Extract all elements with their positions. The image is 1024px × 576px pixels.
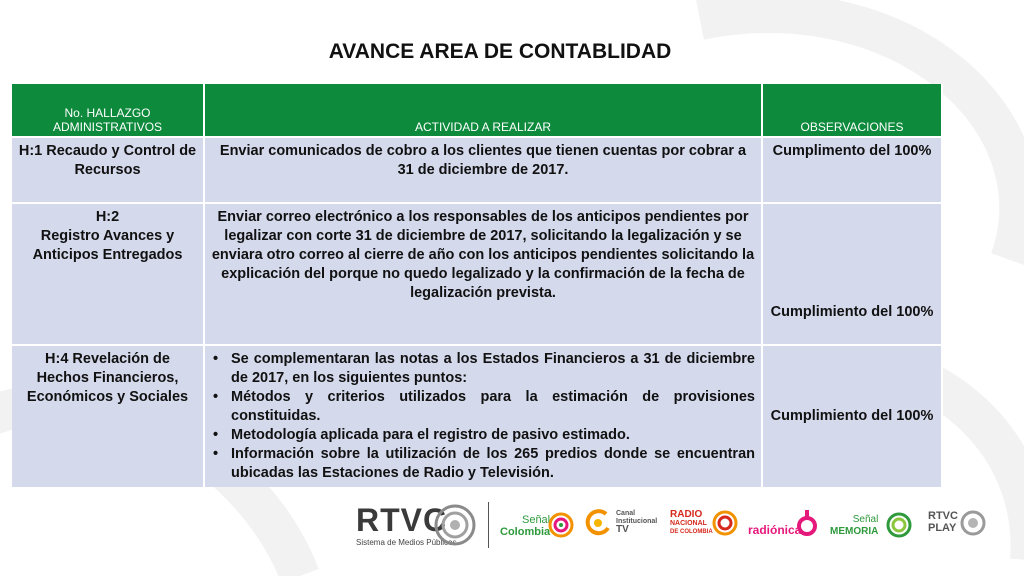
senal-memoria-line1: Señal [852, 514, 879, 525]
radio-nacional-line2: NACIONAL [670, 520, 707, 527]
table-header-row [12, 84, 942, 137]
header-hallazgo: No. HALLAZGO ADMINISTRATIVOS [12, 84, 204, 137]
radio-nacional-logo [670, 510, 713, 537]
row3-bullet-list [211, 350, 755, 483]
bullet-text: Métodos y criterios utilizados para la estimación de provisiones constituidas. [231, 389, 755, 424]
list-item: • Métodos y criterios utilizados para la estimación de provisiones constituidas. [213, 389, 755, 424]
senal-memoria-logo [830, 514, 878, 538]
canal-line3: TV [616, 524, 629, 535]
bullet-text: Metodología aplicada para el registro de pasivo estimado. [231, 427, 630, 443]
radionica-icon [796, 508, 818, 538]
row3-actividad [204, 345, 762, 487]
row2-actividad: Enviar correo electrónico a los responsables de los anticipos pendientes por legalizar con corte 31 de diciembre de 2017, solicitando la legalización y se enviara otro correo al cierre de año con los anticipos pendientes solicitando la explicación del porque no quedo legalizado y la confirmación de la fecha de legalización prevista. [204, 203, 762, 345]
logo-divider [488, 502, 489, 548]
row3-observacion: Cumplimiento del 100% [762, 345, 942, 487]
list-item: • Información sobre la utilización de los 265 predios donde se encuentran ubicadas las Estaciones de Radio y Televisión. [213, 446, 755, 481]
row2-hallazgo-title: Registro Avances y Anticipos Entregados [32, 228, 183, 263]
bullet-text: Información sobre la utilización de los 265 predios donde se encuentran ubicadas las Estaciones de Radio y Televisión. [231, 446, 755, 481]
row2-hallazgo [12, 203, 204, 345]
rtvc-play-logo [928, 510, 958, 534]
row2-hallazgo-code: H:2 [95, 209, 120, 225]
bullet-text: Se complementaran las notas a los Estados Financieros a 31 de diciembre de 2017, en los siguientes puntos: [231, 351, 755, 386]
canal-institucional-logo [616, 510, 657, 534]
row3-hallazgo: H:4 Revelación de Hechos Financieros, Económicos y Sociales [12, 345, 204, 487]
senal-colombia-logo [500, 514, 550, 538]
rtvc-play-line2: PLAY [928, 522, 957, 534]
rtvc-play-line1: RTVC [928, 510, 958, 522]
rtvc-swirl-icon [434, 504, 476, 546]
rtvc-play-icon [960, 510, 986, 536]
table-row [12, 203, 942, 345]
senal-colombia-line2: Colombia [500, 526, 551, 538]
canal-institucional-icon [584, 508, 612, 538]
canal-line2: Institucional [616, 518, 658, 525]
senal-memoria-icon [886, 512, 912, 538]
rtvc-wordmark: RTVC [356, 502, 448, 538]
page-title: AVANCE AREA DE CONTABLIDAD [328, 40, 672, 63]
senal-colombia-line1: Señal [521, 514, 551, 526]
header-observaciones: OBSERVACIONES [762, 84, 942, 137]
list-item: • Se complementaran las notas a los Estados Financieros a 31 de diciembre de 2017, en los siguientes puntos: [213, 351, 755, 386]
rtvc-subtitle: Sistema de Medios Públicos [356, 538, 457, 547]
senal-memoria-line2: MEMORIA [830, 526, 879, 537]
radio-nacional-icon [712, 510, 738, 536]
senal-colombia-icon [548, 512, 574, 538]
radionica-logo: radiónica [748, 523, 802, 537]
contabilidad-table [12, 84, 943, 487]
table-row [12, 345, 942, 487]
canal-line1: Canal [616, 510, 636, 517]
radio-nacional-line1: RADIO [670, 509, 703, 520]
row1-hallazgo: H:1 Recaudo y Control de Recursos [12, 137, 204, 203]
header-actividad: ACTIVIDAD A REALIZAR [204, 84, 762, 137]
list-item: • Metodología aplicada para el registro de pasivo estimado. [213, 427, 630, 443]
radio-nacional-line3: DE COLOMBIA [670, 529, 713, 535]
footer-logo-bar [0, 494, 1024, 556]
table-row [12, 137, 942, 203]
row1-observacion: Cumplimento del 100% [762, 137, 942, 203]
row2-observacion: Cumplimiento del 100% [762, 203, 942, 345]
row1-actividad: Enviar comunicados de cobro a los clientes que tienen cuentas por cobrar a 31 de diciembre de 2017. [204, 137, 762, 203]
